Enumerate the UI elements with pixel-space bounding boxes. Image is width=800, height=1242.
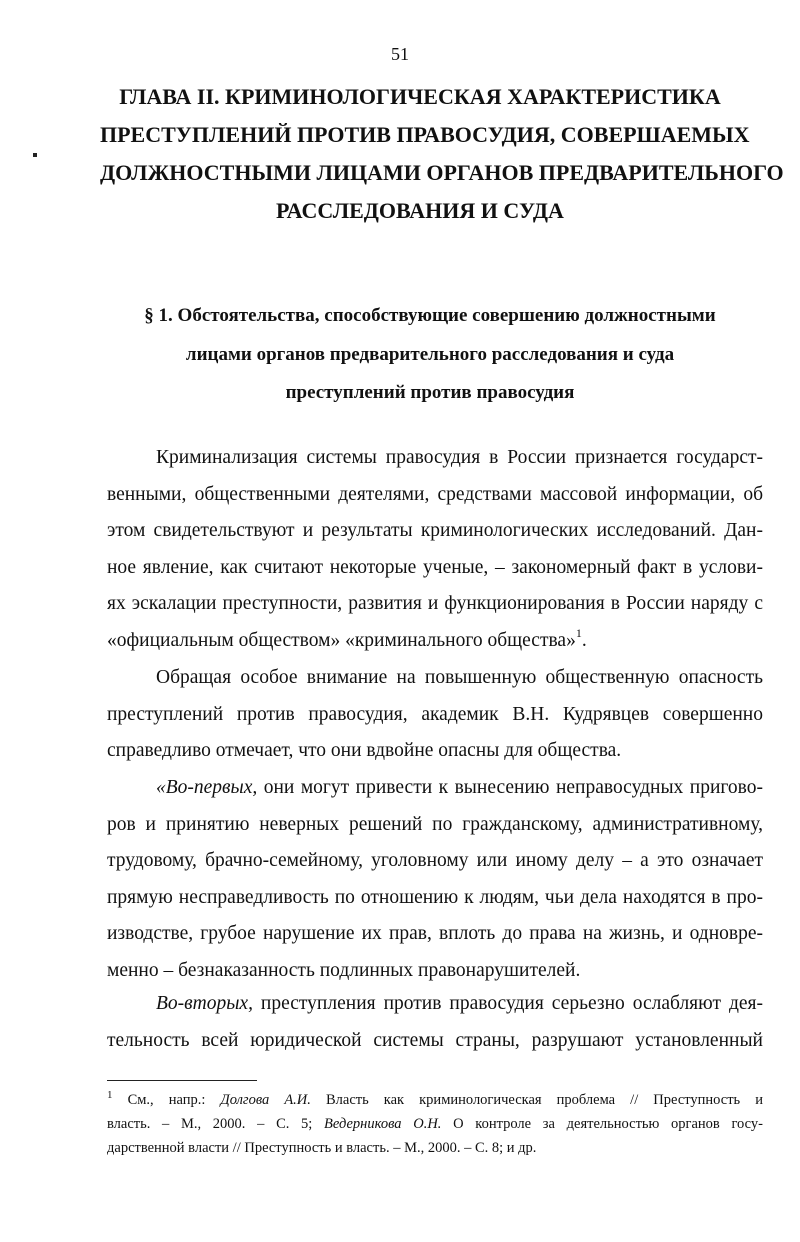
chapter-title-line: ГЛАВА II. КРИМИНОЛОГИЧЕСКАЯ ХАРАКТЕРИСТИКА [119, 84, 721, 109]
chapter-title-line: ДОЛЖНОСТНЫМИ ЛИЦАМИ ОРГАНОВ ПРЕДВАРИТЕЛЬНОГО [100, 160, 784, 185]
section-title-line: лицами органов предварительного расследования и суда [185, 343, 675, 365]
text-fragment: власть. – М., 2000. – С. 5; [107, 1116, 325, 1132]
paragraph-secondly [107, 986, 763, 1059]
chapter-title-line: ПРЕСТУПЛЕНИЙ ПРОТИВ ПРАВОСУДИЯ, СОВЕРШАЕМЫХ [100, 122, 750, 147]
section-title-line: преступлений против правосудия [285, 382, 575, 403]
cited-author: Долгова А.И. [220, 1092, 311, 1108]
section-title [100, 297, 760, 413]
text-line: преступлений против правосудия, академик В.Н. Кудрявцев совершенно [107, 703, 763, 725]
text-line [107, 986, 763, 1023]
text-line: ях эскалации преступности, развития и функционирования в России наряду с [107, 593, 763, 614]
text-line: ров и принятию неверных решений по гражданскому, административному, [107, 813, 763, 835]
page-number: 51 [391, 44, 409, 64]
paragraph-kudryavtsev [107, 660, 763, 770]
text-line: изводстве, грубое нарушение их прав, вплоть до права на жизнь, и одновре- [107, 923, 763, 944]
italic-lead: «Во-первых, [156, 777, 258, 798]
footnote [107, 1088, 763, 1160]
text-fragment: См., напр.: [112, 1092, 221, 1108]
text-fragment: «официальным обществом» «криминального общества» [107, 629, 576, 651]
paragraph-criminalization [107, 440, 763, 659]
footnote-reference[interactable]: 1 [575, 625, 582, 640]
footnote-marker: 1 [107, 1089, 113, 1101]
text-line [107, 623, 763, 660]
chapter-title-line: РАССЛЕДОВАНИЯ И СУДА [276, 198, 564, 223]
text-line: этом свидетельствуют и результаты криминологических исследований. Дан- [107, 520, 763, 541]
text-fragment: . [581, 629, 587, 651]
text-fragment: преступления против правосудия серьезно ослабляют дея- [252, 993, 763, 1014]
text-line: справедливо отмечает, что они вдвойне опасны для общества. [107, 740, 622, 761]
footnote-line: дарственной власти // Преступность и власть. – М., 2000. – С. 8; и др. [107, 1140, 537, 1156]
italic-lead: Во-вторых, [156, 993, 253, 1014]
footnote-line [107, 1112, 763, 1136]
text-line [107, 770, 763, 807]
chapter-title [100, 78, 784, 230]
text-line: прямую несправедливость по отношению к людям, чьи дела находятся в про- [107, 886, 763, 908]
text-line: Обращая особое внимание на повышенную общественную опасность [156, 667, 763, 688]
text-fragment: О контроле за деятельностью органов госу- [441, 1116, 763, 1132]
footnote-line [107, 1088, 763, 1112]
text-fragment: Власть как криминологическая проблема // Преступность и [310, 1092, 763, 1108]
section-title-line: § 1. Обстоятельства, способствующие совершению должностными [144, 305, 716, 326]
text-line: трудовому, брачно-семейному, уголовному или иному делу – а это означает [107, 850, 763, 871]
cited-author: Ведерникова О.Н. [324, 1116, 442, 1132]
text-line: венными, общественными деятелями, средствами массовой информации, об [107, 483, 763, 505]
text-fragment: они могут привести к вынесению неправосудных пригово- [257, 777, 763, 798]
footnote-divider [107, 1080, 257, 1081]
text-line: ное явление, как считают некоторые ученые, – закономерный факт в услови- [107, 556, 763, 578]
text-line: Криминализация системы правосудия в России признается государст- [156, 447, 763, 468]
text-line: тельность всей юридической системы страны, разрушают установленный [107, 1029, 763, 1051]
paragraph-firstly [107, 770, 763, 989]
scan-speck [33, 153, 37, 157]
text-line: менно – безнаказанность подлинных правонарушителей. [107, 959, 581, 981]
